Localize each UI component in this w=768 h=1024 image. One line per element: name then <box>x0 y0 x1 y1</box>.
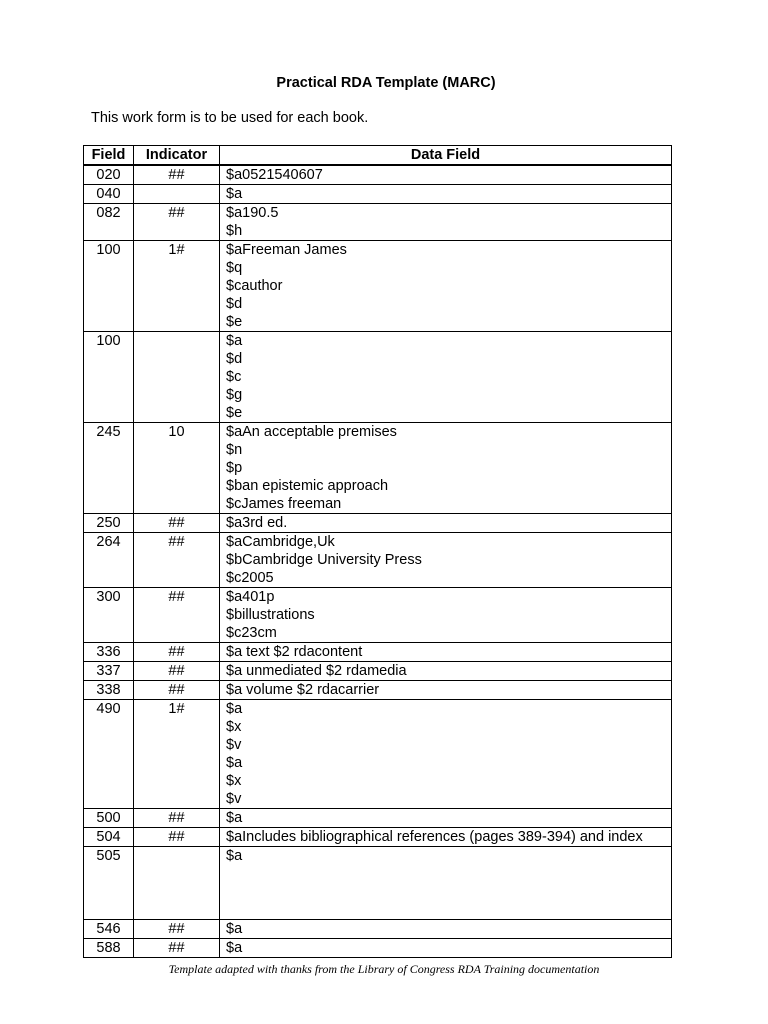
subfield-line: $a <box>226 701 243 717</box>
table-row <box>84 588 672 643</box>
table-row <box>84 700 672 809</box>
indicator-cell: ## <box>134 588 220 643</box>
subfield-line: $c23cm <box>226 625 277 641</box>
data-field-cell <box>220 204 672 241</box>
table-row <box>84 514 672 533</box>
data-field-cell <box>220 939 672 958</box>
subfield-line: $a0521540607 <box>226 167 323 183</box>
subfield-line: $aAn acceptable premises <box>226 424 397 440</box>
table-row <box>84 204 672 241</box>
subfield-line: $v <box>226 737 242 753</box>
subfield-line: $aIncludes bibliographical references (pages 389-394) and index <box>226 829 643 845</box>
table-row <box>84 423 672 514</box>
indicator-cell: ## <box>134 514 220 533</box>
subfield-line: $a <box>226 940 243 956</box>
indicator-cell: 10 <box>134 423 220 514</box>
data-field-cell <box>220 165 672 185</box>
subfield-line: $x <box>226 719 242 735</box>
subfield-line: $d <box>226 351 243 367</box>
table-body <box>84 165 672 958</box>
subfield-line: $c2005 <box>226 570 274 586</box>
indicator-cell: ## <box>134 165 220 185</box>
field-tag-cell: 337 <box>84 662 134 681</box>
table-header-row <box>84 146 672 166</box>
field-tag-cell: 020 <box>84 165 134 185</box>
indicator-cell: ## <box>134 920 220 939</box>
field-tag-cell: 336 <box>84 643 134 662</box>
data-field-cell <box>220 681 672 700</box>
subfield-line: $a401p <box>226 589 275 605</box>
subfield-line <box>226 901 671 919</box>
data-field-cell <box>220 185 672 204</box>
subfield-line: $n <box>226 442 243 458</box>
field-tag-cell: 500 <box>84 809 134 828</box>
subfield-line: $h <box>226 223 243 239</box>
data-field-cell <box>220 828 672 847</box>
data-field-cell <box>220 533 672 588</box>
indicator-cell: ## <box>134 809 220 828</box>
table-row <box>84 809 672 828</box>
subfield-line: $cauthor <box>226 278 283 294</box>
table-row <box>84 681 672 700</box>
subfield-line: $cJames freeman <box>226 496 342 512</box>
field-tag-cell: 300 <box>84 588 134 643</box>
subfield-line <box>226 883 671 901</box>
subfield-line: $a <box>226 333 243 349</box>
subfield-line: $aFreeman James <box>226 242 347 258</box>
data-field-cell <box>220 514 672 533</box>
subfield-line: $a <box>226 186 243 202</box>
subfield-line: $e <box>226 405 243 421</box>
indicator-cell: ## <box>134 939 220 958</box>
indicator-cell <box>134 332 220 423</box>
table-row <box>84 533 672 588</box>
field-tag-cell: 100 <box>84 241 134 332</box>
table-row <box>84 241 672 332</box>
subfield-line: $q <box>226 260 243 276</box>
field-tag-cell: 504 <box>84 828 134 847</box>
subfield-line: $p <box>226 460 243 476</box>
subfield-line <box>226 865 671 883</box>
indicator-cell: ## <box>134 662 220 681</box>
table-row <box>84 332 672 423</box>
data-field-cell <box>220 643 672 662</box>
table-row <box>84 185 672 204</box>
indicator-cell <box>134 847 220 920</box>
data-field-cell <box>220 920 672 939</box>
field-tag-cell: 546 <box>84 920 134 939</box>
subfield-line: $a <box>226 921 243 937</box>
indicator-cell: 1# <box>134 241 220 332</box>
field-tag-cell: 588 <box>84 939 134 958</box>
subfield-line: $a unmediated $2 rdamedia <box>226 663 407 679</box>
subfield-line: $a <box>226 755 243 771</box>
footer-note: Template adapted with thanks from the Library of Congress RDA Training documentation <box>168 962 600 976</box>
table-row <box>84 643 672 662</box>
subfield-line: $billustrations <box>226 607 315 623</box>
field-tag-cell: 490 <box>84 700 134 809</box>
data-field-cell <box>220 700 672 809</box>
data-field-cell <box>220 847 672 920</box>
subfield-line: $d <box>226 296 243 312</box>
subfield-line: $g <box>226 387 243 403</box>
page-title: Practical RDA Template (MARC) <box>276 75 496 91</box>
indicator-cell: ## <box>134 681 220 700</box>
intro-text: This work form is to be used for each book. <box>91 110 369 126</box>
indicator-cell: ## <box>134 533 220 588</box>
data-field-cell <box>220 588 672 643</box>
subfield-line: $a text $2 rdacontent <box>226 644 363 660</box>
subfield-line: $a3rd ed. <box>226 515 288 531</box>
table-row <box>84 662 672 681</box>
header-data-field: Data Field <box>220 146 672 166</box>
table-row <box>84 165 672 185</box>
table-row <box>84 920 672 939</box>
field-tag-cell: 082 <box>84 204 134 241</box>
data-field-cell <box>220 241 672 332</box>
field-tag-cell: 100 <box>84 332 134 423</box>
table-row <box>84 828 672 847</box>
subfield-line: $c <box>226 369 242 385</box>
field-tag-cell: 250 <box>84 514 134 533</box>
field-tag-cell: 264 <box>84 533 134 588</box>
indicator-cell: ## <box>134 204 220 241</box>
indicator-cell: ## <box>134 643 220 662</box>
field-tag-cell: 040 <box>84 185 134 204</box>
subfield-line: $ban epistemic approach <box>226 478 389 494</box>
data-field-cell <box>220 662 672 681</box>
field-tag-cell: 245 <box>84 423 134 514</box>
data-field-cell <box>220 332 672 423</box>
subfield-line: $v <box>226 791 242 807</box>
subfield-line: $a volume $2 rdacarrier <box>226 682 380 698</box>
subfield-line: $e <box>226 314 243 330</box>
data-field-cell <box>220 423 672 514</box>
subfield-line: $aCambridge,Uk <box>226 534 335 550</box>
data-field-cell <box>220 809 672 828</box>
table-row <box>84 847 672 920</box>
indicator-cell: ## <box>134 828 220 847</box>
subfield-line: $x <box>226 773 242 789</box>
subfield-line: $a190.5 <box>226 205 279 221</box>
subfield-line: $bCambridge University Press <box>226 552 422 568</box>
subfield-line: $a <box>226 848 243 864</box>
field-tag-cell: 505 <box>84 847 134 920</box>
subfield-line: $a <box>226 810 243 826</box>
marc-template-table <box>83 145 672 958</box>
table-row <box>84 939 672 958</box>
header-indicator: Indicator <box>134 146 220 166</box>
indicator-cell: 1# <box>134 700 220 809</box>
header-field: Field <box>84 146 134 166</box>
indicator-cell <box>134 185 220 204</box>
field-tag-cell: 338 <box>84 681 134 700</box>
